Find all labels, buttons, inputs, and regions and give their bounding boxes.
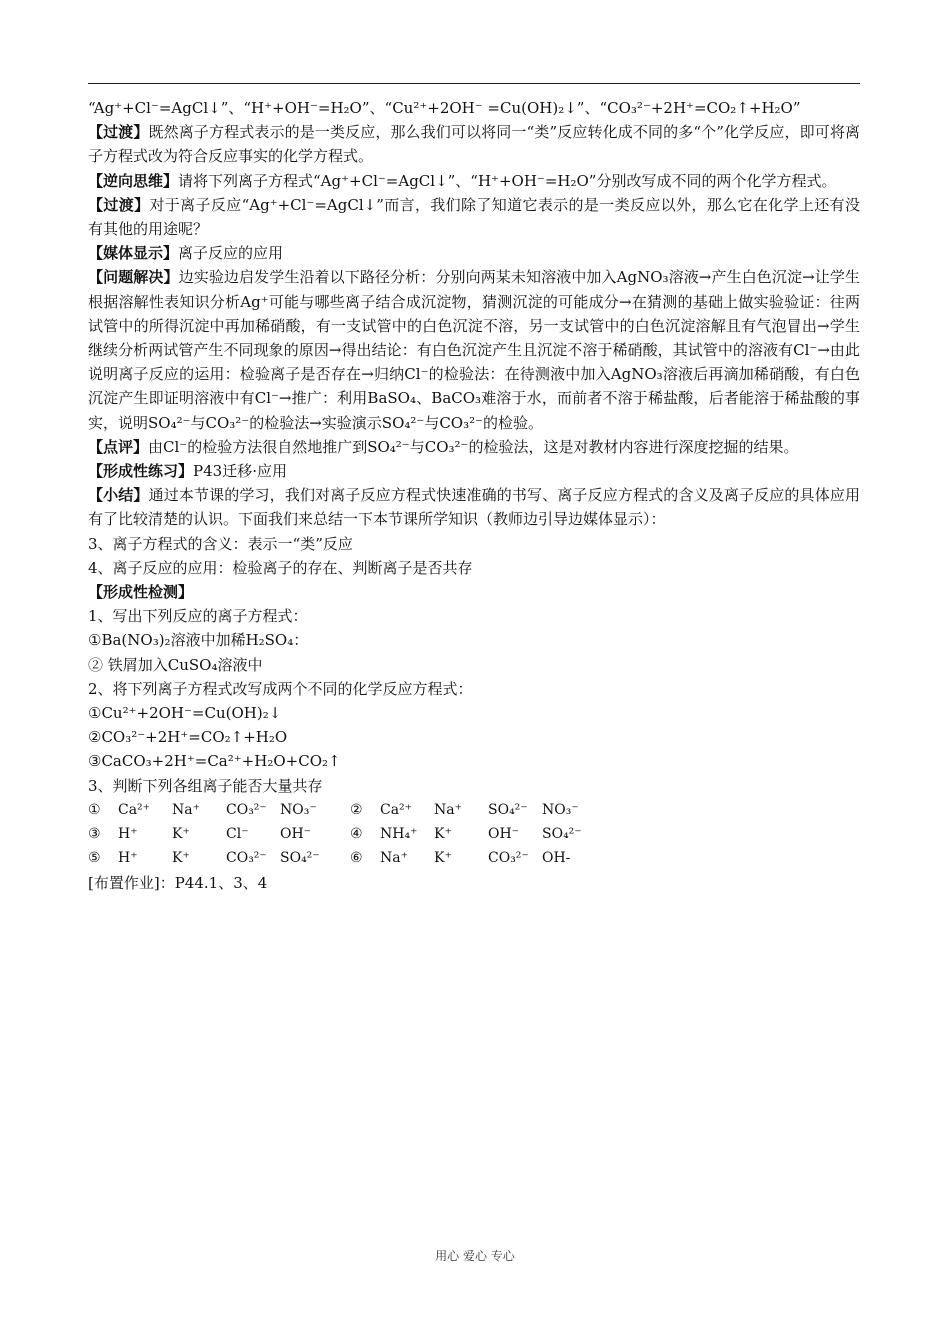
ion: Cl⁻ [226, 826, 249, 843]
ion: CO₃²⁻ [226, 850, 267, 867]
ion-group-number: ② [350, 801, 363, 818]
question-item: ③CaCO₃+2H⁺=Ca²⁺+H₂O+CO₂↑ [88, 752, 341, 771]
question-item: ② 铁屑加入CuSO₄溶液中 [88, 655, 263, 674]
paragraph-text: P43迁移·应用 [193, 462, 287, 481]
ion-group-row [88, 798, 860, 822]
paragraph-reverse-thinking [88, 169, 860, 193]
ion: Ca²⁺ [118, 801, 151, 818]
ion-group [350, 798, 610, 822]
question-title: 3、判断下列各组离子能否大量共存 [88, 776, 323, 795]
ion: OH- [542, 850, 571, 867]
intro-equations: “Ag⁺+Cl⁻=AgCl↓”、“H⁺+OH⁻=H₂O”、“Cu²⁺+2OH⁻ =Cu(OH)₂↓”、“CO₃²⁻+2H⁺=CO₂↑+H₂O” [88, 99, 801, 117]
paragraph-transition-1 [88, 120, 860, 168]
paragraph-tag: 【过渡】 [88, 123, 149, 142]
ion: NH₄⁺ [380, 826, 418, 843]
ion: NO₃⁻ [542, 801, 579, 818]
ion-group [88, 822, 350, 846]
paragraph-tag: 【点评】 [88, 437, 149, 456]
paragraph-text: 通过本节课的学习，我们对离子反应方程式快速准确的书写、离子反应方程式的含义及离子反应的具体应用有了比较清楚的认识。下面我们来总结一下本节课所学知识（教师边引导边媒体显示）： [88, 486, 860, 529]
paragraph-practice [88, 459, 860, 483]
question-item: ②CO₃²⁻+2H⁺=CO₂↑+H₂O [88, 728, 288, 747]
question-item: ①Cu²⁺+2OH⁻=Cu(OH)₂↓ [88, 704, 282, 723]
page-footer: 用心 爱心 专心 [435, 1249, 515, 1263]
paragraph-text: 请将下列离子方程式“Ag⁺+Cl⁻=AgCl↓”、“H⁺+OH⁻=H₂O”分别改写成不同的两个化学方程式。 [178, 171, 837, 190]
ion: SO₄²⁻ [542, 826, 582, 843]
paragraph-tag: 【问题解决】 [88, 268, 179, 287]
ion-group [88, 846, 350, 870]
ion: SO₄²⁻ [280, 850, 320, 867]
ion: H⁺ [118, 850, 138, 867]
ion: Na⁺ [172, 801, 200, 818]
ion: H⁺ [118, 826, 138, 843]
paragraph-tag: 【逆向思维】 [88, 171, 179, 190]
paragraph-text: 既然离子方程式表示的是一类反应，那么我们可以将同一“类”反应转化成不同的多“个”化学反应，即可将离子方程式改为符合反应事实的化学方程式。 [88, 123, 860, 166]
ion: Na⁺ [380, 850, 408, 867]
paragraph-text: 离子反应的应用 [178, 244, 284, 263]
ion: OH⁻ [280, 826, 312, 843]
ion: K⁺ [434, 850, 452, 867]
header-rule [88, 83, 860, 84]
ion-group-number: ⑥ [350, 850, 363, 867]
ion-group [88, 798, 350, 822]
paragraph-tag: 【小结】 [88, 486, 149, 505]
ion: Ca²⁺ [380, 801, 413, 818]
document-body [88, 96, 860, 895]
ion-group-number: ③ [88, 826, 101, 843]
summary-point: 3、离子方程式的含义：表示一“类”反应 [88, 534, 353, 553]
ion-group [350, 822, 610, 846]
paragraph-comment [88, 435, 860, 459]
question-title: 1、写出下列反应的离子方程式： [88, 607, 308, 626]
ion: OH⁻ [488, 826, 520, 843]
paragraph-tag: 【过渡】 [88, 195, 150, 214]
paragraph-tag: 【形成性练习】 [88, 462, 194, 481]
ion-group-number: ④ [350, 826, 363, 843]
paragraph-media-display [88, 241, 860, 265]
ion: CO₃²⁻ [226, 801, 267, 818]
ion: K⁺ [172, 850, 190, 867]
ion-group [350, 846, 610, 870]
summary-point: 4、离子反应的应用：检验离子的存在、判断离子是否共存 [88, 558, 473, 577]
ion: CO₃²⁻ [488, 850, 529, 867]
question-title: 2、将下列离子方程式改写成两个不同的化学反应方程式： [88, 679, 473, 698]
paragraph-transition-2 [88, 193, 860, 241]
homework: [布置作业]：P44.1、3、4 [88, 873, 268, 892]
paragraph-tag: 【媒体显示】 [88, 244, 179, 263]
paragraph-text: 由Cl⁻的检验方法很自然地推广到SO₄²⁻与CO₃²⁻的检验法，这是对教材内容进行深度挖掘的结果。 [148, 437, 799, 456]
paragraph-problem-solving [88, 265, 860, 434]
ion: SO₄²⁻ [488, 801, 528, 818]
ion-group-number: ① [88, 801, 101, 818]
ion: NO₃⁻ [280, 801, 317, 818]
paragraph-text: 边实验边启发学生沿着以下路径分析：分别向两某未知溶液中加入AgNO₃溶液→产生白色沉淀→让学生根据溶解性表知识分析Ag⁺可能与哪些离子结合成沉淀物，猜测沉淀的可能成分→在猜测的基础上做实验验证：往两试管中的所得沉淀中再加稀硝酸，有一支试管中的白色沉淀不溶，另一支试管中的白色沉淀溶解且有气泡冒出→学生继续分析两试管产生不同现象的原因→得出结论：有白色沉淀产生且沉淀不溶于稀硝酸，其试管中的溶液有Cl⁻→由此说明离子反应的运用：检验离子是否存在→归纳Cl⁻的检验法：在待测液中加入AgNO₃溶液后再滴加稀硝酸，有白色沉淀产生即证明溶液中有Cl⁻→推广：利用BaSO₄、BaCO₃难溶于水，而前者不溶于稀盐酸，后者能溶于稀盐酸的事实，说明SO₄²⁻与CO₃²⁻的检验法→实验演示SO₄²⁻与CO₃²⁻的检验。 [88, 268, 860, 432]
ion-group-row [88, 846, 860, 870]
paragraph-text: 对于离子反应“Ag⁺+Cl⁻=AgCl↓”而言，我们除了知道它表示的是一类反应以外，那么它在化学上还有没有其他的用途呢？ [88, 195, 860, 239]
ion-group-row [88, 822, 860, 846]
ion: K⁺ [434, 826, 452, 843]
paragraph-summary [88, 483, 860, 531]
question-item: ①Ba(NO₃)₂溶液中加稀H₂SO₄： [88, 631, 309, 650]
ion-group-number: ⑤ [88, 850, 101, 867]
ion: Na⁺ [434, 801, 462, 818]
test-heading: 【形成性检测】 [88, 583, 194, 602]
ion: K⁺ [172, 826, 190, 843]
